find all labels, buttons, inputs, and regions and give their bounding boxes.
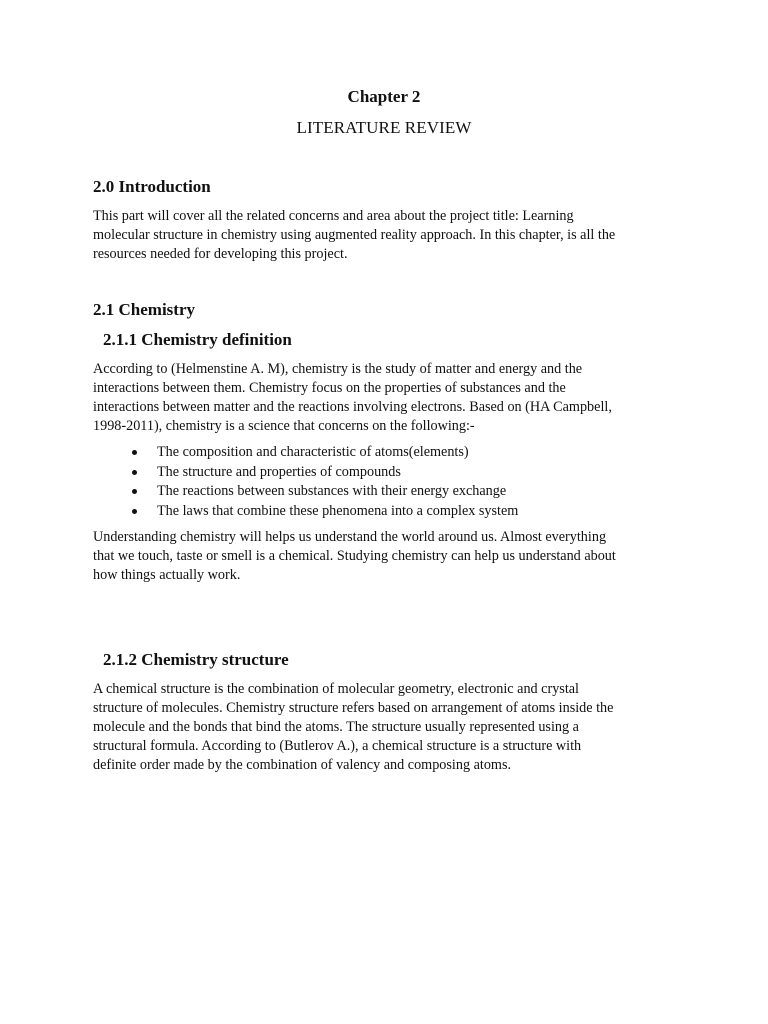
- subsection-heading-structure: 2.1.2 Chemistry structure: [103, 650, 289, 669]
- chapter-subtitle: LITERATURE REVIEW: [296, 118, 472, 137]
- list-item: The laws that combine these phenomena into a complex system: [130, 502, 670, 522]
- structure-paragraph: [93, 680, 673, 775]
- section-heading-chemistry: 2.1 Chemistry: [93, 300, 195, 319]
- list-item: The structure and properties of compounds: [130, 463, 670, 483]
- text-line: how things actually work.: [93, 567, 241, 583]
- text-line: interactions between matter and the reactions involving electrons. Based on (HA Campbell,: [93, 399, 612, 415]
- text-line: that we touch, taste or smell is a chemical. Studying chemistry can help us understand about: [93, 548, 616, 564]
- text-line: molecule and the bonds that bind the atoms. The structure usually represented using a: [93, 719, 579, 735]
- text-line: Understanding chemistry will helps us understand the world around us. Almost everything: [93, 529, 607, 545]
- definition-paragraph: [93, 360, 673, 436]
- text-line: resources needed for developing this project.: [93, 246, 348, 262]
- introduction-paragraph: [93, 207, 673, 264]
- section-heading-introduction: 2.0 Introduction: [93, 177, 211, 196]
- text-line: structure of molecules. Chemistry structure refers based on arrangement of atoms inside the: [93, 700, 614, 716]
- text-line: This part will cover all the related concerns and area about the project title: Learning: [93, 208, 574, 224]
- text-line: structural formula. According to (Butlerov A.), a chemical structure is a structure with: [93, 738, 582, 754]
- text-line: definite order made by the combination of valency and composing atoms.: [93, 757, 512, 773]
- text-line: 1998-2011), chemistry is a science that concerns on the following:-: [93, 418, 475, 434]
- text-line: According to (Helmenstine A. M), chemistry is the study of matter and energy and the: [93, 361, 583, 377]
- text-line: molecular structure in chemistry using augmented reality approach. In this chapter, is all the: [93, 227, 616, 243]
- list-item: The composition and characteristic of atoms(elements): [130, 443, 670, 463]
- text-line: A chemical structure is the combination of molecular geometry, electronic and crystal: [93, 681, 580, 697]
- subsection-heading-definition: 2.1.1 Chemistry definition: [103, 330, 292, 349]
- list-item: The reactions between substances with their energy exchange: [130, 482, 670, 502]
- chapter-title: Chapter 2: [347, 87, 421, 106]
- text-line: interactions between them. Chemistry focus on the properties of substances and the: [93, 380, 566, 396]
- chemistry-concerns-list: [130, 443, 670, 521]
- understanding-paragraph: [93, 528, 673, 585]
